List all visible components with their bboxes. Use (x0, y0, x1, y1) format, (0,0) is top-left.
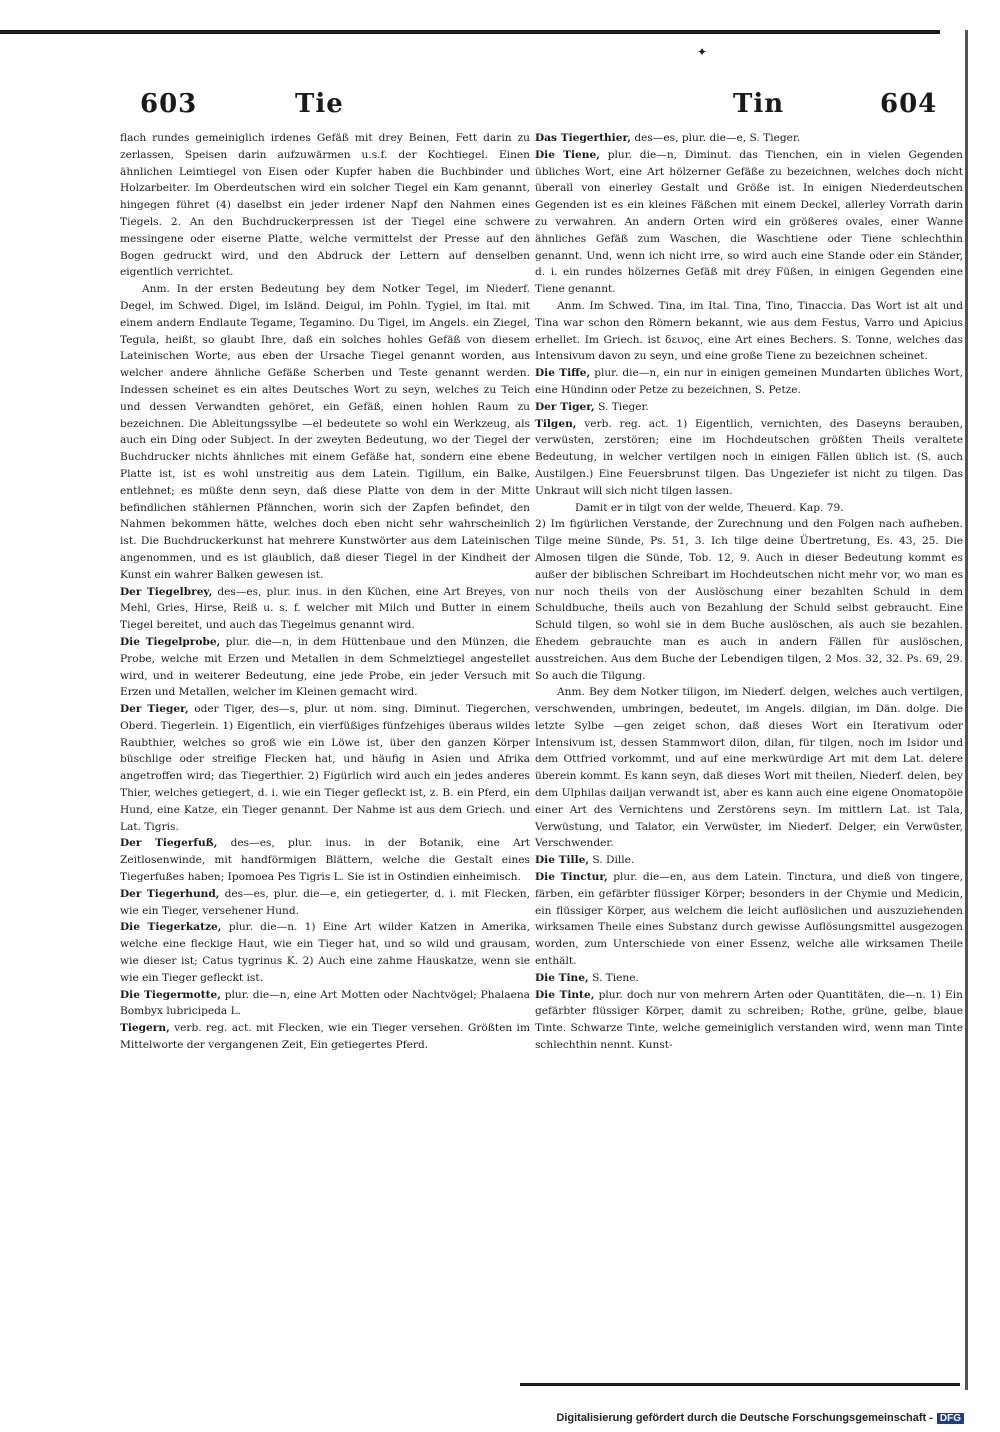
dictionary-entry (535, 365, 963, 399)
entry-text: des—es, plur. die—e, S. Tieger. (634, 132, 801, 144)
entry-lemma: Der Tiger, (535, 400, 595, 413)
dictionary-entry (120, 1020, 530, 1054)
entry-text: plur. doch nur von mehrern Arten oder Quantitäten, die—n. 1) Ein gefärbter flüssiger Körper, damit zu schreiben; Rothe, grüne, gelbe, blaue Tinte. Schwarze Tinte, welche gemeiniglich verstanden wird, wenn man Tinte schlechthin nennt. Kunst- (535, 988, 963, 1052)
dictionary-entry (120, 886, 530, 920)
dictionary-entry (535, 147, 963, 298)
entry-text: plur. die—n, Diminut. das Tienchen, ein in vielen Gegenden übliches Wort, eine Art hölzerner Gefäße zu bezeichnen, welches doch nicht überall von einerley Gestalt und Größe ist. In einigen Niederdeutschen Gegenden ist es ein kleines Fäßchen mit einem Deckel, allerley Vorrath darin zu verwahren. An andern Orten wird ein größeres ovales, einer Wanne ähnliches Gefäß zum Waschen, die Waschtiene oder Tiene schlechthin genannt. Und, wenn ich nicht irre, so wird auch eine Stande oder ein Ständer, d. i. ein rundes hölzernes Gefäß mit drey Füßen, in einigen Gegenden eine Tiene genannt. (535, 148, 963, 296)
entry-lemma: Der Tiegerfuß, (120, 837, 218, 850)
entry-lemma: Der Tiegerhund, (120, 887, 220, 900)
scan-border-top (0, 30, 940, 34)
entry-lemma: Tilgen, (535, 417, 577, 430)
tilgen-sense-2: 2) Im figürlichen Verstande, der Zurechnung und den Folgen nach aufheben. Tilge meine Sünde, Ps. 51, 3. Ich tilge deine Übertretung, Es. 43, 25. Die Almosen tilgen die Sünde, Tob. 12, 9. Auch in dieser Bedeutung kommt es außer der biblischen Schreibart im Hochdeutschen nicht mehr vor, wo man es nur noch theils von der Auslöschung einer bezahlten Schuld in dem Schuldbuche, theils auch von Bezahlung der Schuld selbst gebraucht. Eine Schuld tilgen, so wohl sie in dem Buche auslöschen, als auch sie bezahlen. Ehedem gebrauchte man es auch in andern Fällen für auslöschen, ausstreichen. Aus dem Buche der Lebendigen tilgen, 2 Mos. 32, 32. Ps. 69, 29. So auch die Tilgung. (535, 518, 963, 682)
etymology-note: Anm. In der ersten Bedeutung bey dem Notker Tegel, im Niederf. Degel, im Schwed. Digel, im Isländ. Deigul, im Pohln. Tygiel, im Ital. mit einem andern Endlaute Tegame, Tegamino. Du Tigel, im Angels. ein Ziegel, Tegula, heißt, so glaubt Ihre, daß ein solches hohles Gefäß von diesem Lateinischen Worte, aus eben der Ursache Tiegel genannt worden, aus welcher andere ähnliche Gefäße Scherben und Teste genannt werden. Indessen scheinet es ein altes Deutsches Wort zu seyn, welches zu Teich und dessen Verwandten gehöret, ein Gefäß, einen hohlen Raum zu bezeichnen. Die Ableitungssylbe —el bedeutete so wohl ein Werkzeug, als auch ein Ding oder Subject. In der zweyten Bedeutung, wo der Tiegel der Buchdrucker nichts ähnliches mit einem Gefäße hat, sondern eine ebene Platte ist, ist es wohl unstreitig aus dem Latein. Tigillum, ein Balke, entlehnet; es müßte denn seyn, daß diese Platte von dem in der Mitte befindlichen stählernen Pfännchen, worin sich der Zapfen befindet, den Nahmen bekommen hätte, welches doch eben nicht sehr wahrscheinlich ist. Die Buchdruckerkunst hat mehrere Kunstwörter aus dem Lateinischen angenommen, und es ist glaublich, daß dieser Tiegel in der Kindheit der Kunst ein wahrer Balken gewesen ist. (120, 283, 530, 581)
dictionary-entry (120, 919, 530, 986)
entry-lemma: Die Tille, (535, 854, 590, 867)
entry-text: des—es, plur. inus. in den Küchen, eine Art Breyes, von Mehl, Gries, Hirse, Reiß u. s. f. welcher mit Milch und Butter in einem Tiegel bereitet, und auch das Tiegelmus genannt wird. (120, 585, 530, 632)
dictionary-entry (120, 634, 530, 701)
entry-lemma: Tiegern, (120, 1022, 170, 1035)
bottom-rule (520, 1383, 960, 1386)
entry-lemma: Die Tiegermotte, (120, 988, 221, 1001)
entry-lemma: Die Tine, (535, 971, 589, 984)
entry-lemma: Die Tinte, (535, 988, 595, 1001)
entry-text: plur. die—en, aus dem Latein. Tinctura, und dieß von tingere, färben, ein gefärbter flüssiger Körper; besonders in der Chymie und Medicin, ein flüssiger Körper, aus welchem die leicht auflöslichen und auszuziehenden wirksamen Theile eines Substanz durch gewisse Auflösungsmittel ausgezogen worden, zum Unterschiede von einer Essenz, welche alle wirksamen Theile enthält. (535, 871, 963, 968)
entry-text: oder Tiger, des—s, plur. ut nom. sing. Diminut. Tiegerchen, Oberd. Tiegerlein. 1) Eigentlich, ein vierfüßiges fünfzehiges überaus wildes Raubthier, welches so groß wie ein Löwe ist, über den ganzen Körper büschlige oder streifige Flecken hat, und häufig in Asien und Afrika angetroffen wird; das Tiegerthier. 2) Figürlich wird auch ein jedes anderes Thier, welches getiegert, d. i. wie ein Tieger gefleckt ist, z. B. ein Pferd, ein Hund, eine Katze, ein Tieger genannt. Der Nahme ist aus dem Griech. und Lat. Tigris. (120, 703, 530, 833)
entry-text: S. Tieger. (598, 400, 649, 413)
entry-lemma: Die Tiene, (535, 148, 600, 161)
footer-credit (556, 1412, 964, 1424)
entry-text: S. Tiene. (592, 971, 639, 984)
entry-text: des—es, plur. die—e, ein getiegerter, d. i. mit Flecken, wie ein Tieger, versehener Hund. (120, 887, 530, 917)
right-catchword: Tin (733, 89, 785, 119)
footer-text: Digitalisierung gefördert durch die Deutsche Forschungsgemeinschaft - (556, 1412, 933, 1424)
dictionary-entry (120, 701, 530, 835)
right-page-number: 604 (880, 89, 938, 119)
dictionary-entry (120, 987, 530, 1021)
entry-text: plur. die—n, ein nur in einigen gemeinen Mundarten übliches Wort, eine Hündinn oder Petze zu bezeichnen, S. Petze. (535, 367, 963, 396)
entry-lemma: Die Tinctur, (535, 871, 608, 884)
entry-text: plur. die—n, in dem Hüttenbaue und den Münzen, die Probe, welche mit Erzen und Metallen in dem Schmelztiegel angestellet wird, und in weiterer Bedeutung, eine jede Probe, ein jeder Versuch mit Erzen und Metallen, welcher im Kleinen gemacht wird. (120, 635, 530, 699)
dictionary-entry (535, 970, 963, 987)
entry-lemma: Das Tiegerthier, (535, 132, 631, 144)
left-page-number: 603 (140, 89, 198, 119)
dictionary-entry (535, 987, 963, 1054)
continuation-text: flach rundes gemeiniglich irdenes Gefäß mit drey Beinen, Fett darin zu zerlassen, Speisen darin aufzuwärmen u.s.f. der Kochtiegel. Einen ähnlichen Leimtiegel von Eisen oder Kupfer haben die Buchbinder und Holzarbeiter. Im Oberdeutschen wird ein solcher Tiegel ein Kam genannt, hingegen führet (4) daselbst ein jeder irdener Napf den Nahmen eines Tiegels. 2. An den Buchdruckerpressen ist der Tiegel eine schwere messingene oder eiserne Platte, welche vermittelst der Presse auf den Bogen gedruckt wird, und den Abdruck der Lettern auf denselben eigentlich verrichtet. (120, 132, 530, 279)
entry-lemma: Die Tiffe, (535, 367, 591, 380)
dictionary-entry (120, 584, 530, 634)
dictionary-entry (535, 852, 963, 869)
left-catchword: Tie (295, 89, 344, 119)
dfg-logo: DFG (937, 1413, 964, 1424)
entry-lemma: Der Tieger, (120, 703, 189, 716)
entry-text: plur. die—n, eine Art Motten oder Nachtvögel; Phalaena Bombyx lubricipeda L. (120, 988, 530, 1018)
scan-border-right (965, 30, 968, 1390)
page-header (0, 85, 1000, 125)
dictionary-entry (120, 835, 530, 885)
entry-lemma: Die Tiegelprobe, (120, 635, 221, 648)
right-column (535, 130, 963, 1054)
dictionary-entry (535, 399, 963, 416)
tilgen-note: Anm. Bey dem Notker tiligon, im Niederf. delgen, welches auch vertilgen, verschwenden, umbringen, bedeutet, im Angels. dilgian, im Dän. dolge. Die letzte Sylbe —gen zeiget schon, daß dieses Wort ein Iterativum oder Intensivum ist, dessen Stammwort dilon, dilan, für tilgen, noch im Isidor und dem Ottfried vorkommt, und auf eine merkwürdige Art mit dem Lat. delere überein kommt. Es kann seyn, daß dieses Wort mit theilen, Niederf. delen, bey dem Ulphilas dailjan verwandt ist, aber es kann auch eine eigene Onomatopöie einer Art des Vernichtens und Zerstörens seyn. Im mittlern Lat. ist Tala, Verwüstung, und Talator, ein Verwüster, im Niederf. Delger, ein Verwüster, Verschwender. (535, 686, 963, 850)
dictionary-entry (535, 416, 963, 500)
dictionary-entry (535, 130, 963, 147)
tilgen-quote: Damit er in tilgt von der welde, Theuerd. Kap. 79. (575, 501, 844, 514)
dictionary-entry (535, 869, 963, 970)
entry-lemma: Der Tiegelbrey, (120, 585, 213, 598)
left-column (120, 130, 530, 1054)
entry-text: S. Dille. (592, 854, 635, 867)
entry-text: des—es, plur. inus. in der Botanik, eine Art Zeitlosenwinde, mit handförmigen Blättern, welche die Gestalt eines Tiegerfußes haben; Ipomoea Pes Tigris L. Sie ist in Ostindien einheimisch. (120, 837, 530, 884)
entry-text: verb. reg. act. 1) Eigentlich, vernichten, des Daseyns berauben, verwüsten, zerstören; eine im Hochdeutschen größten Theils veraltete Bedeutung, in welcher vertilgen noch in einigen Fällen üblich ist. (S. auch Austilgen.) Eine Feuersbrunst tilgen. Das Ungeziefer ist nicht zu tilgen. Das Unkraut will sich nicht tilgen lassen. (535, 417, 963, 497)
entry-text: verb. reg. act. mit Flecken, wie ein Tieger versehen. Größten im Mittelworte der vergangenen Zeit, Ein getiegertes Pferd. (120, 1022, 530, 1052)
printer-mark: ✦ (697, 45, 708, 59)
entry-text: plur. die—n. 1) Eine Art wilder Katzen in Amerika, welche eine fleckige Haut, wie ein Tieger hat, und so wild und grausam, wie dieser ist; Catus tygrinus K. 2) Auch eine zahme Hauskatze, wenn sie wie ein Tieger gefleckt ist. (120, 921, 530, 984)
tiene-note: Anm. Im Schwed. Tina, im Ital. Tina, Tino, Tinaccia. Das Wort ist alt und Tina war schon den Römern bekannt, wie aus dem Festus, Varro und Apicius erhellet. Im Griech. ist δεινος, eine Art eines Bechers. S. Tonne, welches das Intensivum davon zu seyn, und eine große Tiene zu bezeichnen scheinet. (535, 299, 963, 363)
entry-lemma: Die Tiegerkatze, (120, 921, 222, 934)
